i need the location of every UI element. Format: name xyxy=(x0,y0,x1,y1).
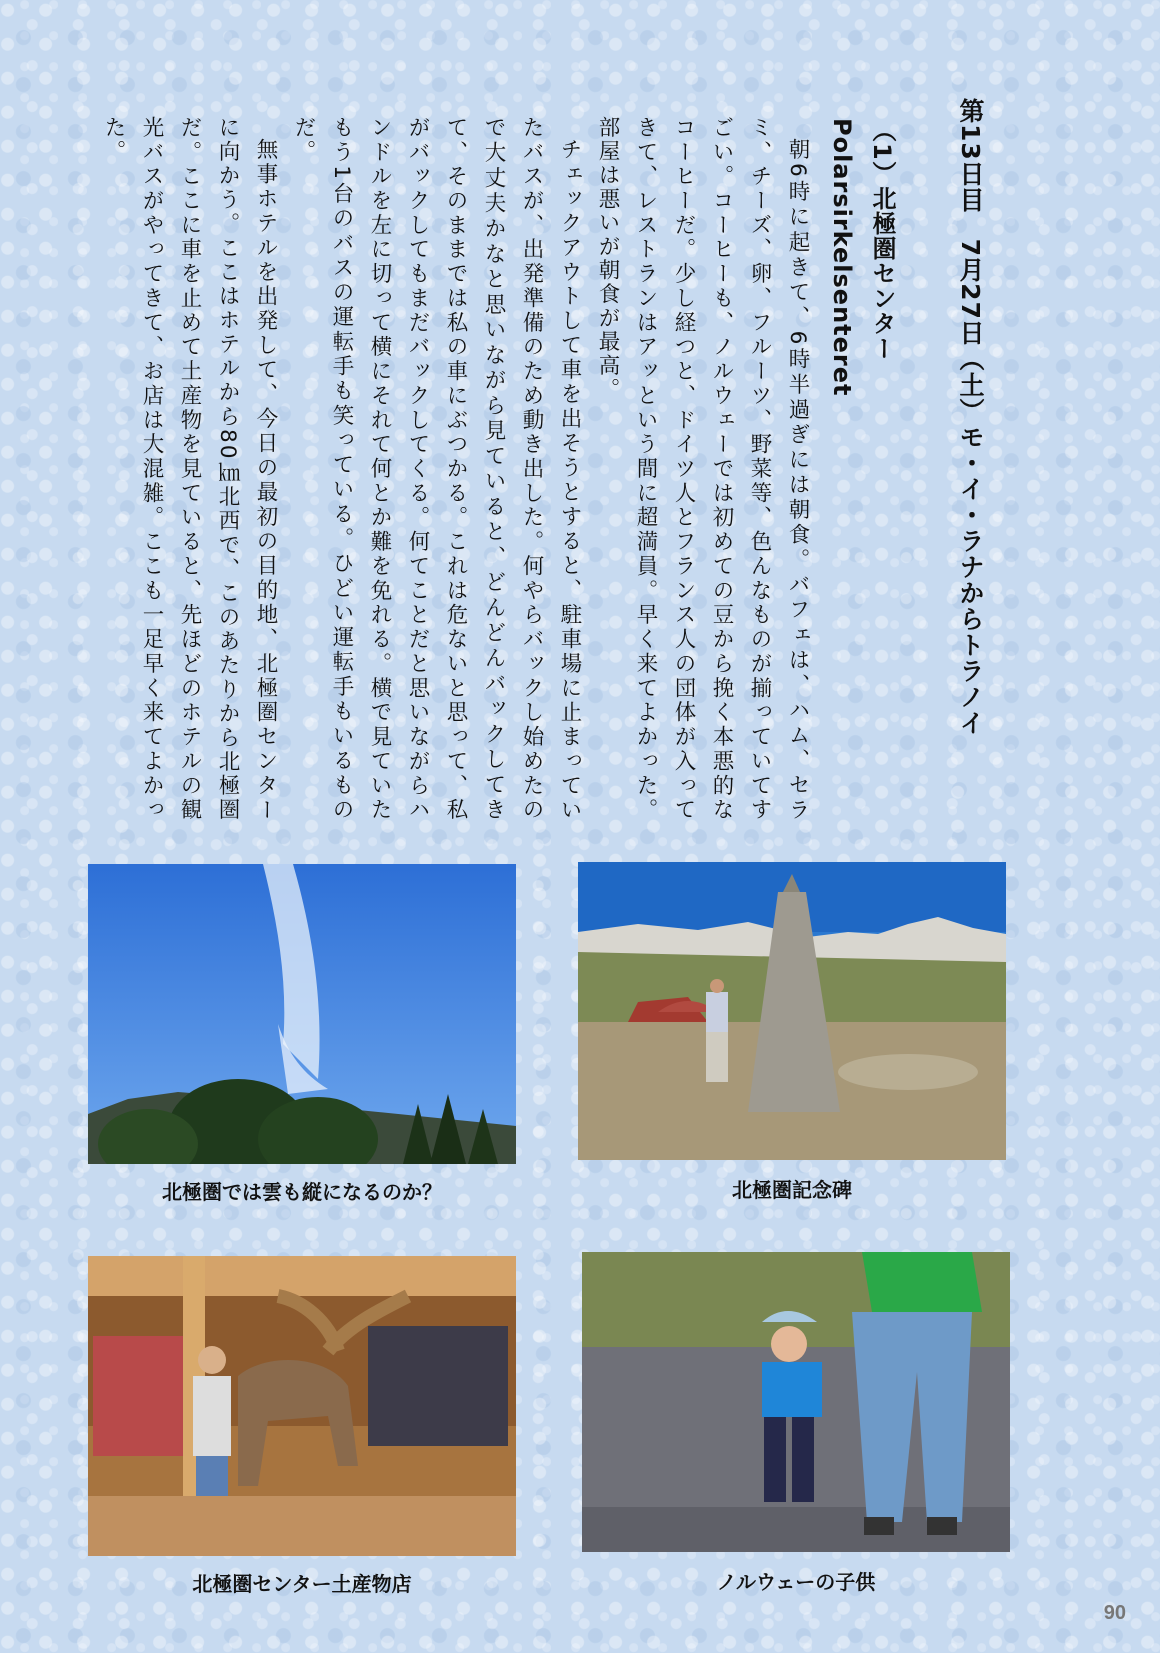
photo-vertical-cloud xyxy=(88,864,516,1164)
photo-norwegian-child xyxy=(582,1252,1010,1552)
body-text xyxy=(0,116,816,822)
day-title: 第13日目 7月27日（土）モ・イ・ラナからトラノイ xyxy=(956,98,985,736)
page-number: 90 xyxy=(1103,1602,1126,1624)
caption-souvenir-shop: 北極圏センター土産物店 xyxy=(192,1572,412,1596)
caption-norwegian-child: ノルウェーの子供 xyxy=(716,1570,876,1594)
paragraph-bus-incident: チェックアウトして車を出そうとすると、駐車場に止まっていたバスが、出発準備のため動き出した。何やらバックし始めたので大丈夫かなと思いながら見ていると、どんどんバックしてきて、そのままでは私の車にぶつかる。これは危ないと思って、私がバックしてもまだバックしてくる。何てことだと思いながらハンドルを左に切って横にそれて何とか難を免れる。横で見ていたもう1台のバスの運転手も笑っている。ひどい運転手もいるものだ。 xyxy=(291,116,582,822)
photo-souvenir-shop xyxy=(88,1256,516,1556)
section-title: （1）北極圏センター Polarsirkelsenteret xyxy=(828,118,896,397)
caption-arctic-circle-monument: 北極圏記念碑 xyxy=(732,1178,852,1202)
paragraph-arctic-center: 無事ホテルを出発して、今日の最初の目的地、北極圏センターに向かう。ここはホテルから80㎞北西で、このあたりから北極圏だ。ここに車を止めて土産物を見ていると、先ほどのホテルの観光バスがやってきて、お店は大混雑。ここも一足早く来てよかった。 xyxy=(101,116,278,822)
photo-arctic-circle-monument xyxy=(578,862,1006,1160)
paragraph-breakfast: 朝6時に起きて、6時半過ぎには朝食。バフェは、ハム、セラミ、チーズ、卵、フルーツ、野菜等、色んなものが揃っていてすごい。コーヒーも、ノルウェーでは初めての豆から挽く本悪的なコーヒーだ。少し経つと、ドイツ人とフランス人の団体が入ってきて、レストランはアッという間に超満員。早く来てよかった。部屋は悪いが朝食が最高。 xyxy=(595,116,810,822)
caption-vertical-cloud: 北極圏では雲も縦になるのか？ xyxy=(162,1180,442,1204)
